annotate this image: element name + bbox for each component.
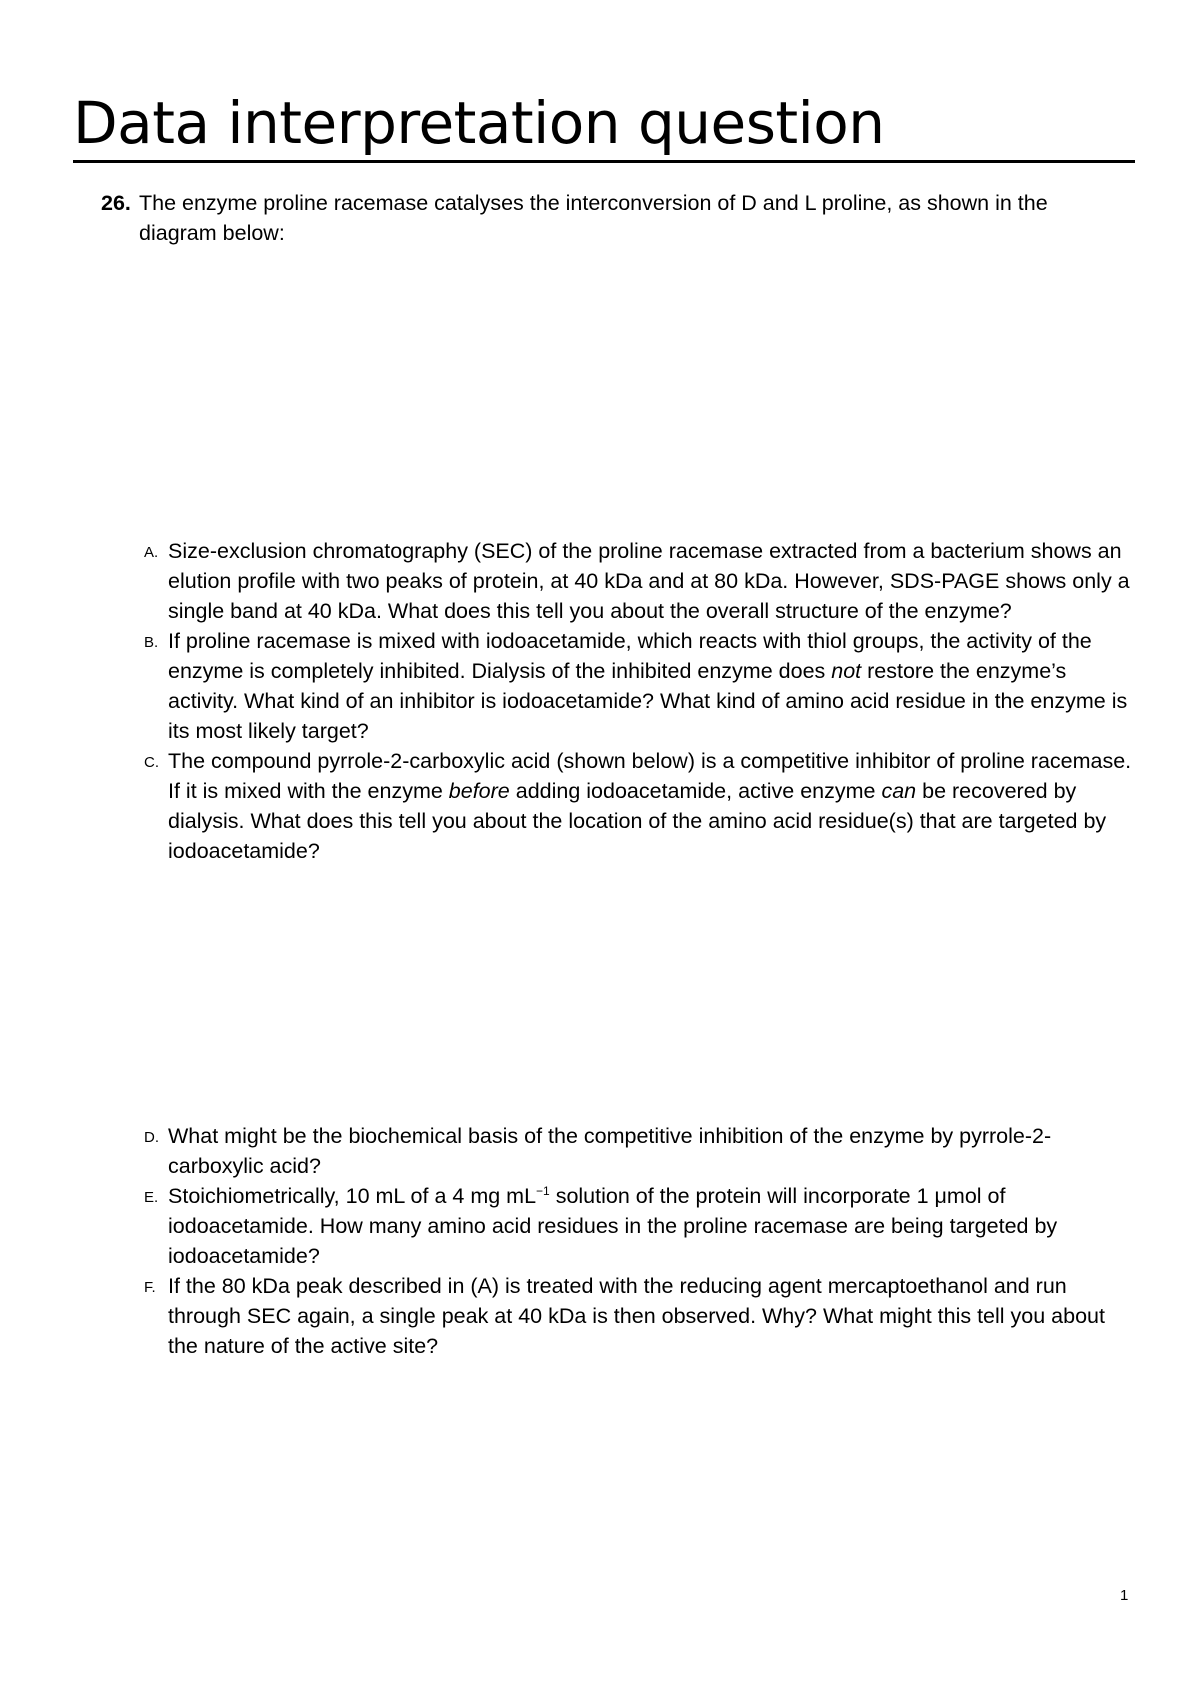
part-e bbox=[144, 1181, 1134, 1271]
part-b-text-1: If proline racemase is mixed with iodoacetamide, which reacts with thiol groups, the activity of the enzyme is completely inhibited. Dialysis of the inhibited enzyme does bbox=[168, 629, 1092, 683]
part-f bbox=[144, 1271, 1134, 1361]
part-b-text bbox=[168, 626, 1134, 746]
part-e-text-2: solution of the protein will incorporate 1 μmol of iodoacetamide. How many amino acid residues in the proline racemase are being targeted by iodoacetamide? bbox=[168, 1184, 1058, 1268]
part-b-text-2: restore the enzyme’s activity. What kind of an inhibitor is iodoacetamide? What kind of amino acid residue in the enzyme is its most likely target? bbox=[168, 659, 1128, 743]
part-e-label: E. bbox=[144, 1189, 159, 1206]
part-c-emphasis-1: before bbox=[448, 779, 510, 803]
part-e-text bbox=[168, 1181, 1134, 1271]
question-parts-list bbox=[144, 536, 1134, 866]
question-text: The enzyme proline racemase catalyses the interconversion of D and L proline, as shown in the diagram below: bbox=[139, 191, 1048, 245]
part-c-text-2: adding iodoacetamide, active enzyme bbox=[509, 779, 882, 803]
part-d bbox=[144, 1121, 1134, 1181]
part-e-text-1: Stoichiometrically, 10 mL of a 4 mg mL bbox=[168, 1184, 537, 1208]
part-b-emphasis: not bbox=[831, 659, 862, 683]
part-c-emphasis-2: can bbox=[881, 779, 917, 803]
part-a bbox=[144, 536, 1134, 626]
structure-diagram-area bbox=[139, 870, 1039, 1110]
part-a-text: Size-exclusion chromatography (SEC) of the proline racemase extracted from a bacterium shows an elution profile with two peaks of protein, at 40 kDa and at 80 kDa. However, SDS-PAGE shows only a single band at 40 kDa. What does this tell you about the overall structure of the enzyme? bbox=[168, 539, 1130, 623]
part-c-label: C. bbox=[144, 754, 159, 771]
question-number: 26. bbox=[101, 191, 131, 215]
part-c bbox=[144, 746, 1134, 866]
diagram-area bbox=[139, 255, 1039, 525]
part-d-label: D. bbox=[144, 1129, 159, 1146]
part-e-superscript: −1 bbox=[536, 1183, 550, 1198]
part-d-text: What might be the biochemical basis of the competitive inhibition of the enzyme by pyrrole-2-carboxylic acid? bbox=[168, 1124, 1052, 1178]
part-f-label: F. bbox=[144, 1279, 156, 1296]
page-title: Data interpretation question bbox=[73, 89, 885, 157]
part-c-text-3: be recovered by dialysis. What does this tell you about the location of the amino acid residue(s) that are targeted by iodoacetamide? bbox=[168, 779, 1107, 863]
part-c-text-1: The compound pyrrole-2-carboxylic acid (shown below) is a competitive inhibitor of proline racemase. If it is mixed with the enzyme bbox=[168, 749, 1132, 803]
question-intro bbox=[101, 188, 1101, 248]
title-underline bbox=[73, 160, 1135, 163]
question-parts-list-continued bbox=[144, 1121, 1134, 1361]
part-b bbox=[144, 626, 1134, 746]
page-number: 1 bbox=[1120, 1587, 1129, 1604]
part-f-text: If the 80 kDa peak described in (A) is treated with the reducing agent mercaptoethanol and run through SEC again, a single peak at 40 kDa is then observed. Why? What might this tell you about the nature of the active site? bbox=[168, 1274, 1105, 1358]
part-c-text bbox=[168, 746, 1134, 866]
part-a-label: A. bbox=[144, 544, 159, 561]
part-b-label: B. bbox=[144, 634, 159, 651]
